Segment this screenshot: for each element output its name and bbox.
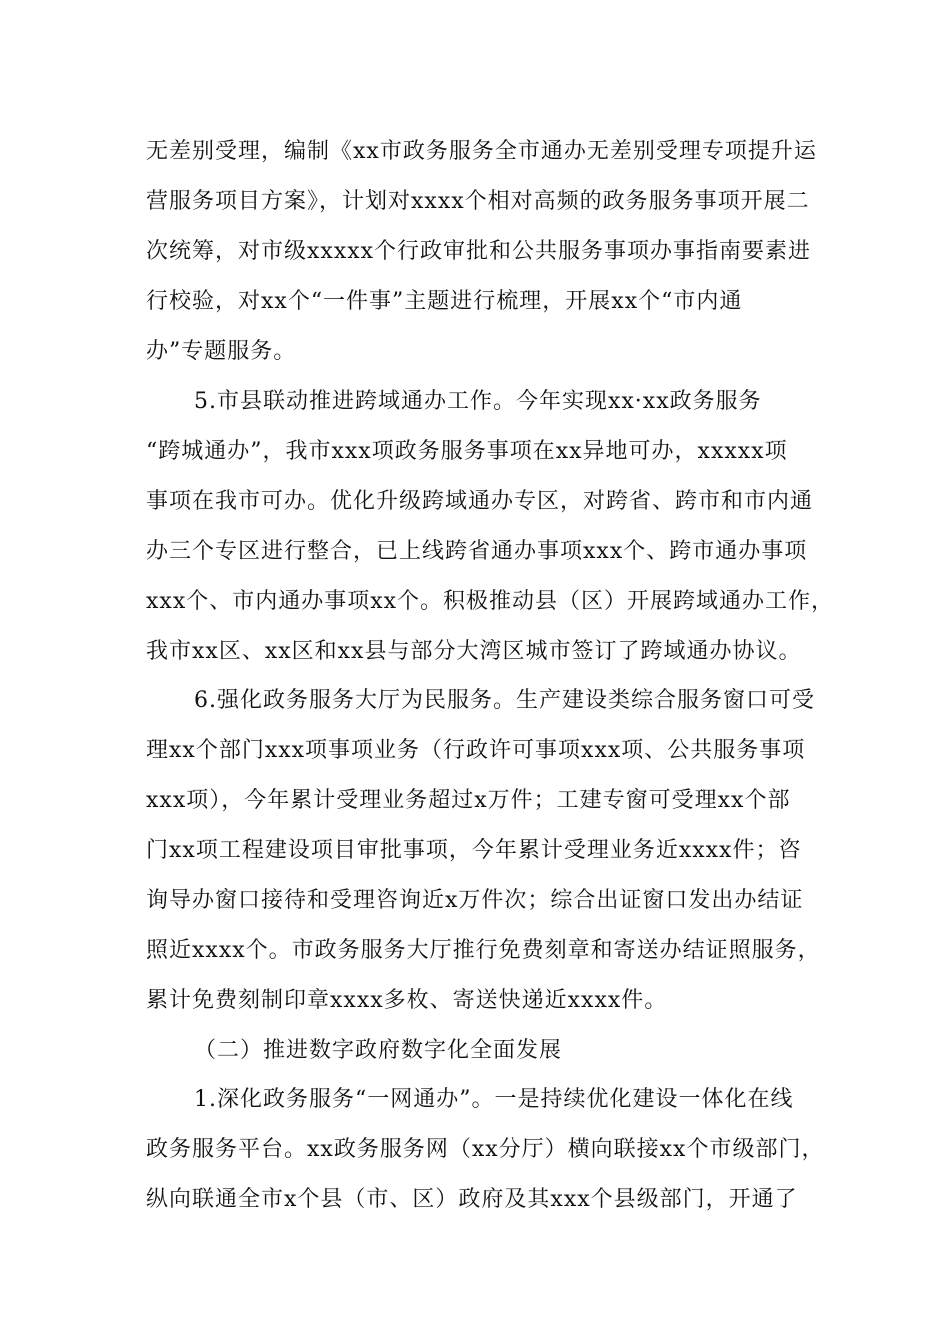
text-line: 行校验，对xx个“一件事”主题进行梳理，开展xx个“市内通 xyxy=(146,289,743,314)
text-line: 累计免费刻制印章xxxx多枚、寄送快递近xxxx件。 xyxy=(146,988,668,1013)
text-line: 办三个专区进行整合，已上线跨省通办事项xxx个、跨市通办事项 xyxy=(146,539,808,564)
text-line: 办”专题服务。 xyxy=(146,339,297,364)
text-line: 事项在我市可办。优化升级跨域通办专区，对跨省、跨市和市内通 xyxy=(146,489,814,514)
text-line: xxx项），今年累计受理业务超过x万件；工建专窗可受理xx个部 xyxy=(146,788,791,813)
text-line: “跨城通办”，我市xxx项政务服务事项在xx异地可办，xxxxx项 xyxy=(146,439,788,464)
text-line: 理xx个部门xxx项事项业务（行政许可事项xxx项、公共服务事项 xyxy=(146,738,806,763)
paragraph-heading-6: 6.强化政务服务大厅为民服务。生产建设类综合服务窗口可受 xyxy=(194,688,815,713)
text-line: 营服务项目方案》，计划对xxxx个相对高频的政务服务事项开展二 xyxy=(146,189,810,214)
text-line: 门xx项工程建设项目审批事项，今年累计受理业务近xxxx件；咨 xyxy=(146,838,802,863)
paragraph-heading-1: 1.深化政务服务“一网通办”。一是持续优化建设一体化在线 xyxy=(194,1087,794,1112)
paragraph-heading-5: 5.市县联动推进跨域通办工作。今年实现xx·xx政务服务 xyxy=(194,389,762,414)
text-line: xxx个、市内通办事项xx个。积极推动县（区）开展跨域通办工作， xyxy=(146,589,835,614)
text-line: 询导办窗口接待和受理咨询近x万件次；综合出证窗口发出办结证 xyxy=(146,888,804,913)
text-line: 我市xx区、xx区和xx县与部分大湾区城市签订了跨域通办协议。 xyxy=(146,639,802,664)
text-line: 照近xxxx个。市政务服务大厅推行免费刻章和寄送办结证照服务， xyxy=(146,938,821,963)
text-line: 无差别受理，编制《xx市政务服务全市通办无差别受理专项提升运 xyxy=(146,139,817,164)
text-line: 政务服务平台。xx政务服务网（xx分厅）横向联接xx个市级部门， xyxy=(146,1137,825,1162)
section-heading: （二）推进数字政府数字化全面发展 xyxy=(194,1038,563,1063)
text-line: 次统筹，对市级xxxxx个行政审批和公共服务事项办事指南要素进 xyxy=(146,239,812,264)
text-line: 纵向联通全市x个县（市、区）政府及其xxx个县级部门，开通了 xyxy=(146,1187,798,1212)
